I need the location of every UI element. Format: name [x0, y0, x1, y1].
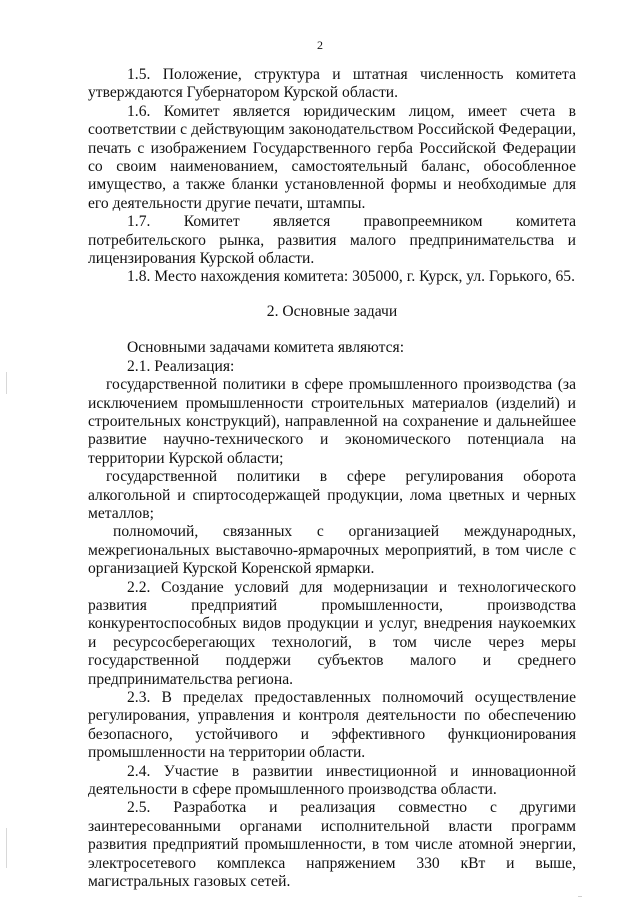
item-2-4: 2.4. Участие в развитии инвестиционной и инновационной деятельности в сфере промышленного производства области. [88, 762, 576, 799]
sub-item-industrial-policy: государственной политики в сфере промышленного производства (за исключением промышленности строительных материалов (изделий) и строительных конструкций), направленной на сохранение и дальнейшее развитие научно-технического и экономического потенциала на территории Курской области; [88, 376, 576, 467]
page-number: 2 [317, 38, 323, 52]
section-intro: Основными задачами комитета являются: [127, 339, 405, 357]
paragraph-1-8: 1.8. Место нахождения комитета: 305000, г. Курск, ул. Горького, 65. [127, 268, 575, 286]
scan-margin-mark [6, 372, 7, 394]
item-2-1: 2.1. Реализация: [127, 357, 235, 375]
section-heading: 2. Основные задачи [266, 302, 398, 320]
item-2-3: 2.3. В пределах предоставленных полномочий осуществление регулирования, управления и контроля деятельности по обеспечению безопасного, устойчивого и эффективного функционирования промышленности на территории области. [88, 689, 576, 762]
paragraph-1-5: 1.5. Положение, структура и штатная численность комитета утверждаются Губернатором Курской области. [88, 66, 576, 102]
item-2-5: 2.5. Разработка и реализация совместно с другими заинтересованными органами исполнительной власти программ развития предприятий промышленности, в том числе атомной энергии, электросетевого комплекса напряжением 330 кВт и выше, магистральных газовых сетей. [88, 799, 576, 891]
document-body [88, 66, 576, 891]
sub-item-fairs: полномочий, связанных с организацией международных, межрегиональных выставочно-ярмарочных мероприятий, в том числе с организацией Курской Коренской ярмарки. [88, 523, 576, 578]
paragraph-1-6: 1.6. Комитет является юридическим лицом, имеет счета в соответствии с действующим законодательством Российской Федерации, печать с изображением Государственного герба Российской Федерации со своим наименованием, самостоятельный баланс, обособленное имущество, а также бланки установленной формы и необходимые для его деятельности другие печати, штампы. [88, 102, 576, 212]
item-2-2: 2.2. Создание условий для модернизации и технологического развития предприятий промышленности, производства конкурентоспособных видов продукции и услуг, внедрения наукоемких и ресурсосберегающих технологий, в том числе через меры государственной поддержи субъектов малого и среднего предпринимательства региона. [88, 578, 576, 688]
paragraph-1-7: 1.7. Комитет является правопреемником комитета потребительского рынка, развития малого предпринимательства и лицензирования Курской области. [88, 213, 576, 268]
scan-artifact [578, 896, 582, 897]
sub-item-alcohol-policy: государственной политики в сфере регулирования оборота алкогольной и спиртосодержащей продукции, лома цветных и черных металлов; [88, 468, 576, 522]
scan-margin-mark [6, 828, 7, 868]
